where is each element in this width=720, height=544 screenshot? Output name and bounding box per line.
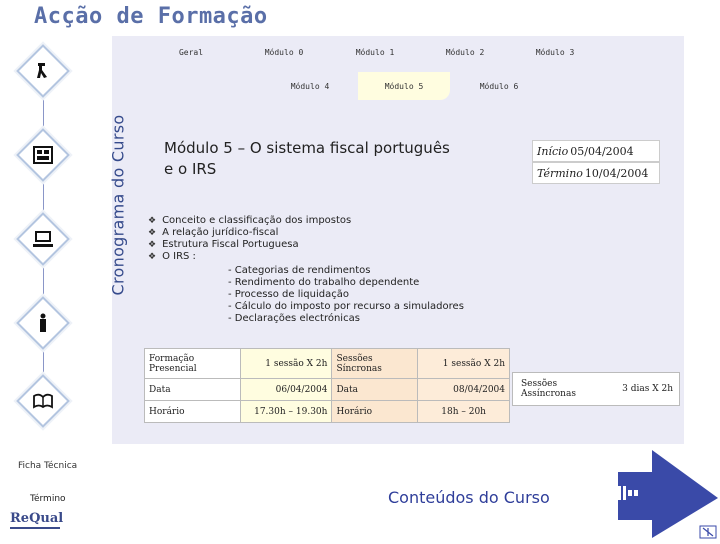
tab-label: Geral [178,47,204,57]
person-icon [26,306,60,340]
sincronas-date: 08/04/2004 [418,379,510,401]
module-title-line2: e o IRS [164,160,217,178]
vertical-label-text: Cronograma do Curso [108,114,128,296]
tab-label: Módulo 0 [264,47,304,57]
bullet-icon: ❖ [148,228,157,238]
sidebar-item-person[interactable] [16,296,70,350]
bullet-icon: ❖ [148,216,157,226]
schedule-table [144,348,510,423]
list-item-text: Estrutura Fiscal Portuguesa [162,239,299,250]
person-pin-icon [26,54,60,88]
end-date-box [532,162,660,184]
module-title [164,138,524,180]
calendar-icon [26,138,60,172]
list-item-text: O IRS : [162,251,196,262]
data-label: Data [332,379,418,401]
sincronas-sessions: 1 sessão X 2h [418,349,510,379]
tab-modulo-1[interactable] [330,38,420,66]
table-row [145,379,510,401]
tab-geral[interactable] [146,38,236,66]
bullet-icon: ❖ [148,240,157,250]
module-title-line1: Módulo 5 – O sistema fiscal português [164,139,450,157]
subtopic-item: - Categorias de rendimentos [228,265,371,276]
tab-label: Módulo 2 [445,47,485,57]
start-date-label: Início [537,144,569,158]
conteudos-link[interactable]: Conteúdos do Curso [388,488,550,507]
subtopic-item: - Processo de liquidação [228,289,349,300]
book-icon [26,384,60,418]
horario-label: Horário [145,401,241,423]
sincronas-header: Sessões Síncronas [332,349,418,379]
list-item [148,227,351,239]
topic-list [148,215,351,263]
tab-label: Módulo 6 [479,81,519,91]
start-date-value: 05/04/2004 [570,144,634,158]
list-item [148,251,351,263]
logo-text: ReQual [10,511,64,526]
list-item-text: Conceito e classificação dos impostos [162,215,352,226]
list-item [148,239,351,251]
table-row [145,349,510,379]
sincronas-time: 18h – 20h [418,401,510,423]
tab-modulo-0[interactable] [238,38,330,66]
tab-label: Módulo 4 [290,81,330,91]
end-date-label: Término [537,166,583,180]
tab-modulo-3[interactable] [512,38,598,66]
horario-label: Horário [332,401,418,423]
ficha-tecnica-link[interactable]: Ficha Técnica [18,461,78,471]
subtopic-item: - Rendimento do trabalho dependente [228,277,420,288]
end-date-value: 10/04/2004 [584,166,649,180]
tab-modulo-6[interactable] [452,72,546,100]
presencial-sessions: 1 sessão X 2h [240,349,332,379]
arrow-right-icon [618,448,720,540]
presencial-header: Formação Presencial [145,349,241,379]
tab-label: Módulo 1 [355,47,395,57]
sidebar-item-intro[interactable] [16,44,70,98]
irs-subtopic-list [228,265,464,325]
start-date-box [532,140,660,162]
presencial-time: 17.30h – 19.30h [240,401,332,423]
data-label: Data [145,379,241,401]
tab-label: Módulo 5 [384,81,424,91]
list-item [148,215,351,227]
subtopic-item: - Declarações electrónicas [228,313,360,324]
sidebar-item-calendar[interactable] [16,128,70,182]
subtopic-item: - Cálculo do imposto por recurso a simuladores [228,301,464,312]
requal-logo [6,511,64,539]
tab-label: Módulo 3 [535,47,575,57]
computer-icon [26,222,60,256]
tab-modulo-4[interactable] [264,72,356,100]
presencial-date: 06/04/2004 [240,379,332,401]
sidebar-item-computer[interactable] [16,212,70,266]
tab-modulo-5[interactable] [358,72,450,100]
vertical-section-label [107,60,129,350]
termino-link[interactable]: Término [30,494,66,504]
table-row [145,401,510,423]
list-item-text: A relação jurídico-fiscal [162,227,279,238]
tab-modulo-2[interactable] [420,38,510,66]
logo-line [10,527,60,529]
assincronas-label: Sessões Assíncronas [521,379,576,399]
next-arrow[interactable] [618,448,720,540]
sidebar-item-book[interactable] [16,374,70,428]
assincronas-box [512,372,680,406]
page-title: Acção de Formação [34,4,268,29]
bullet-icon: ❖ [148,252,157,262]
assincronas-duration: 3 dias X 2h [622,384,673,394]
